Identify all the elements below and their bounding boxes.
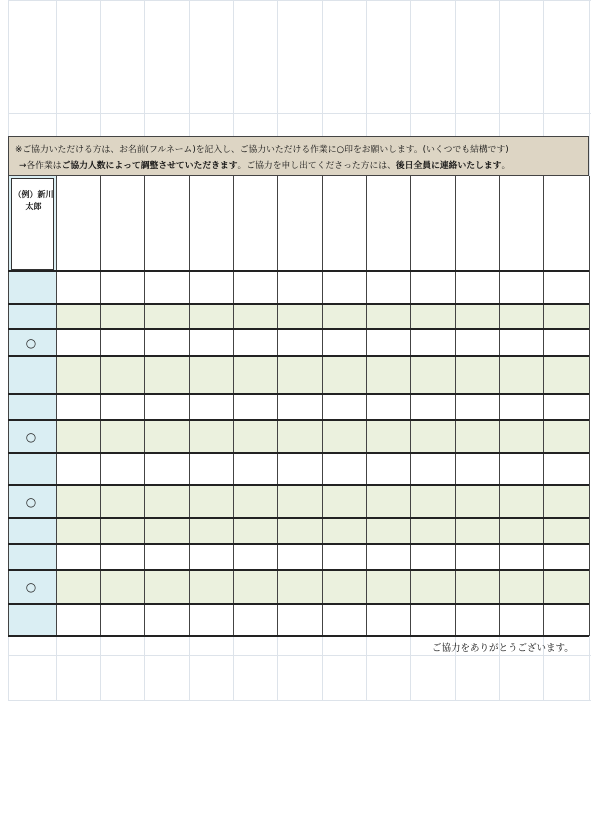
table-row-line [8,484,589,486]
table-row [8,304,589,329]
background-gridline [8,113,591,114]
table-row [8,485,589,518]
table-column-line [366,176,367,636]
thank-you-message: ご協力をありがとうございます。 [432,643,574,654]
table-column-line [322,176,323,636]
table-row [8,420,589,453]
instruction-segment: 。 [501,161,511,171]
table-column-line [233,176,234,636]
table-row [8,518,589,544]
table-row-line [8,517,589,519]
table-column-line [144,176,145,636]
table-column-line [589,176,590,636]
background-gridline [8,655,591,656]
table-column-line [455,176,456,636]
table-column-line [189,176,190,636]
table-row-line [8,635,589,637]
participation-mark: ○ [25,336,37,350]
example-name-label: （例）新川太郎 [13,190,54,211]
table-column-line [410,176,411,636]
background-gridline [8,0,591,1]
table-column-line [8,176,9,636]
table-row [8,570,589,604]
participation-mark: ○ [25,430,37,444]
table-column-line [56,176,57,636]
table-row-line [8,328,589,330]
instruction-segment: 後日全員に連絡いたします [395,161,502,171]
table-row-line [8,393,589,395]
table-row-line [8,543,589,545]
table-row-line [8,355,589,357]
instruction-segment: ご協力人数によって調整させていただきます [61,161,238,171]
table-column-line [277,176,278,636]
participation-mark: ○ [25,495,37,509]
instruction-banner [8,136,589,176]
table-column-line [100,176,101,636]
table-row [8,356,589,394]
instruction-line-2 [19,158,510,171]
instruction-segment: →各作業は [19,161,62,171]
table-column-line [543,176,544,636]
background-gridline [8,700,591,701]
table-row-line [8,452,589,454]
example-name-cell [11,178,54,270]
instruction-line-1: ※ご協力いただける方は、お名前(フルネーム)を記入し、ご協力いただける作業に○印をお願いします。(いくつでも結構です) [15,145,509,155]
table-row-line [8,569,589,571]
table-row-line [8,603,589,605]
table-row-line [8,419,589,421]
instruction-segment: 。ご協力を申し出てくださった方には、 [237,161,396,171]
table-row-line [8,303,589,305]
table-column-line [499,176,500,636]
volunteer-signup-table [8,176,589,636]
table-row-line [8,270,589,272]
participation-mark: ○ [25,580,37,594]
